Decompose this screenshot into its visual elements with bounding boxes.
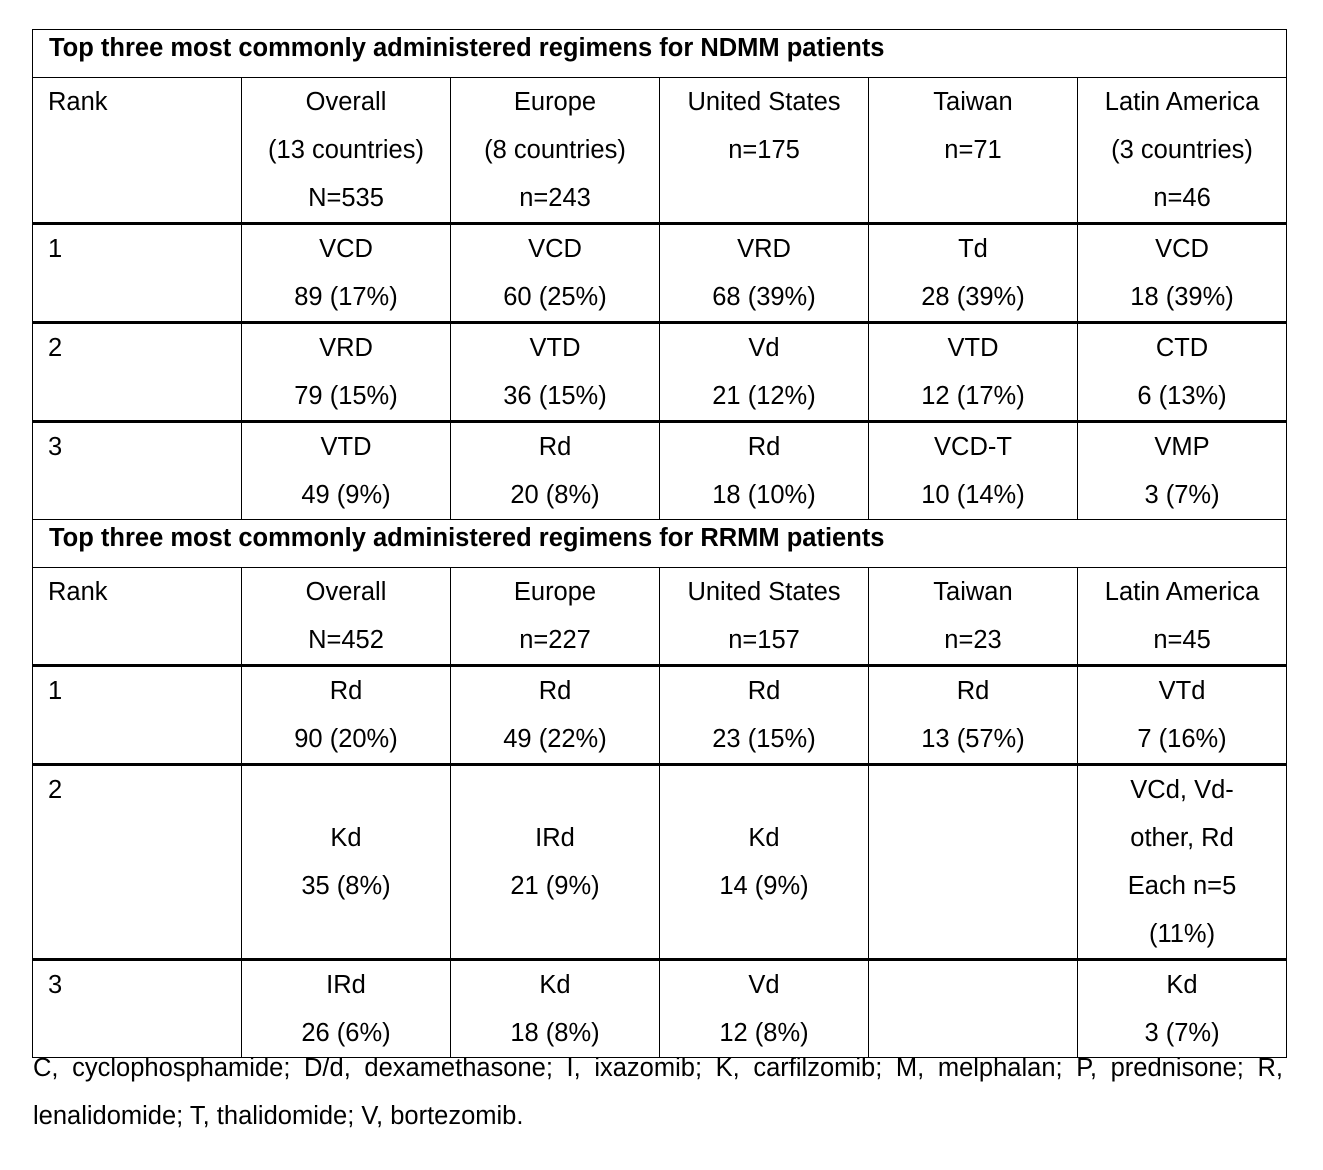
- rank-cell: 1: [33, 666, 242, 765]
- regimen-cell: [869, 224, 1078, 323]
- column-header-line: United States: [687, 578, 841, 606]
- regimen-cell: [660, 224, 869, 323]
- column-header: [1078, 568, 1287, 666]
- regimen-cell-line: 21 (9%): [510, 872, 600, 900]
- regimen-cell: [451, 666, 660, 765]
- regimen-cell-line: Vd: [748, 971, 780, 999]
- rrmm-header-row: [33, 568, 1287, 666]
- regimen-cell-line: VCD: [319, 235, 373, 263]
- regimen-cell-line: Kd: [539, 971, 571, 999]
- rank-cell: 3: [33, 960, 242, 1058]
- regimen-cell-line: 28 (39%): [921, 283, 1025, 311]
- regimen-cell: [451, 765, 660, 960]
- regimen-cell: [242, 666, 451, 765]
- regimen-cell-line: 10 (14%): [921, 481, 1025, 509]
- regimen-cell-line: 90 (20%): [294, 725, 398, 753]
- regimen-cell-line: 89 (17%): [294, 283, 398, 311]
- regimen-cell-line: (11%): [1148, 920, 1216, 948]
- regimen-cell-line: 21 (12%): [712, 382, 816, 410]
- rank-cell: 3: [33, 422, 242, 520]
- rank-cell: 2: [33, 765, 242, 960]
- rank-cell: 1: [33, 224, 242, 323]
- column-header-rank: [33, 78, 242, 224]
- regimen-cell-line: IRd: [535, 824, 575, 852]
- regimen-cell-line: Each n=5: [1127, 872, 1237, 900]
- column-header-line: Taiwan: [933, 88, 1013, 116]
- column-header: [242, 568, 451, 666]
- regimen-cell-line: 13 (57%): [921, 725, 1025, 753]
- regimen-cell: [869, 323, 1078, 422]
- table-row: [33, 323, 1287, 422]
- regimen-cell-line: 49 (9%): [301, 481, 391, 509]
- regimen-cell-line: VCD: [1155, 235, 1209, 263]
- regimen-cell-line: other, Rd: [1130, 824, 1234, 852]
- regimen-cell: [242, 323, 451, 422]
- column-header: [660, 78, 869, 224]
- column-header: [451, 568, 660, 666]
- column-header-line: (8 countries): [484, 136, 626, 164]
- rrmm-section-title: Top three most commonly administered regimens for RRMM patients: [33, 520, 1287, 568]
- column-header-line: Europe: [513, 88, 597, 116]
- regimen-cell-line: 12 (17%): [921, 382, 1025, 410]
- column-header: [451, 78, 660, 224]
- regimen-cell-line: Rd: [956, 677, 990, 705]
- column-header-line: Latin America: [1104, 88, 1260, 116]
- regimen-cell: [451, 422, 660, 520]
- column-header-line: n=71: [944, 136, 1002, 164]
- regimen-cell: [1078, 224, 1287, 323]
- regimen-cell-line: 6 (13%): [1137, 382, 1227, 410]
- regimen-cell: [242, 765, 451, 960]
- regimen-cell-line: VTD: [320, 433, 372, 461]
- regimen-cell: [660, 960, 869, 1058]
- regimen-cell-line: Vd: [748, 334, 780, 362]
- regimen-cell-line: 18 (10%): [712, 481, 816, 509]
- column-header-line: Overall: [305, 88, 387, 116]
- column-header-line: N=452: [308, 626, 384, 654]
- regimen-cell-line: Rd: [538, 433, 572, 461]
- regimen-cell-line: VTD: [529, 334, 581, 362]
- regimen-cell-line: 26 (6%): [301, 1019, 391, 1047]
- regimen-cell: [1078, 960, 1287, 1058]
- column-header-line: n=175: [728, 136, 800, 164]
- regimen-cell-line: Kd: [748, 824, 780, 852]
- regimen-cell-line: VRD: [737, 235, 791, 263]
- ndmm-title-row: [33, 30, 1287, 78]
- column-header-line: n=46: [1153, 184, 1211, 212]
- regimen-cell-line: VTD: [947, 334, 999, 362]
- column-header-line: N=535: [308, 184, 384, 212]
- regimen-cell-line: IRd: [326, 971, 366, 999]
- regimen-cell: [869, 765, 1078, 960]
- column-header-line: Taiwan: [933, 578, 1013, 606]
- regimen-cell-line: Rd: [329, 677, 363, 705]
- column-header: [1078, 78, 1287, 224]
- rank-cell: 2: [33, 323, 242, 422]
- column-header-line: n=157: [728, 626, 800, 654]
- regimen-cell-line: VCd, Vd-: [1130, 776, 1234, 804]
- regimen-cell-line: 23 (15%): [712, 725, 816, 753]
- table-row: [33, 422, 1287, 520]
- regimen-cell: [451, 224, 660, 323]
- column-header: [869, 568, 1078, 666]
- column-header-rank-line: Rank: [48, 88, 108, 116]
- regimen-cell-line: VCD: [528, 235, 582, 263]
- regimen-cell-line: 60 (25%): [503, 283, 607, 311]
- regimen-cell: [660, 323, 869, 422]
- column-header: [242, 78, 451, 224]
- regimen-cell-line: CTD: [1155, 334, 1209, 362]
- column-header: [660, 568, 869, 666]
- regimen-cell: [869, 422, 1078, 520]
- table-row: [33, 666, 1287, 765]
- regimen-cell: [242, 422, 451, 520]
- regimen-cell-line: 7 (16%): [1137, 725, 1227, 753]
- ndmm-header-row: [33, 78, 1287, 224]
- regimen-cell: [1078, 666, 1287, 765]
- regimen-cell-line: 12 (8%): [719, 1019, 809, 1047]
- regimen-cell-line: 68 (39%): [712, 283, 816, 311]
- regimen-cell-line: VMP: [1154, 433, 1210, 461]
- column-header: [869, 78, 1078, 224]
- regimen-cell: [1078, 323, 1287, 422]
- column-header-line: n=45: [1153, 626, 1211, 654]
- table-row: [33, 765, 1287, 960]
- ndmm-section-title: Top three most commonly administered regimens for NDMM patients: [33, 30, 1287, 78]
- column-header-line: Overall: [305, 578, 387, 606]
- regimen-cell: [451, 323, 660, 422]
- regimen-cell-line: 36 (15%): [503, 382, 607, 410]
- regimen-cell: [660, 666, 869, 765]
- table-row: [33, 224, 1287, 323]
- column-header-line: Europe: [513, 578, 597, 606]
- regimen-cell: [660, 422, 869, 520]
- regimen-cell-line: 35 (8%): [301, 872, 391, 900]
- regimen-cell-line: 3 (7%): [1144, 1019, 1220, 1047]
- regimen-cell-line: VCD-T: [934, 433, 1012, 461]
- regimen-cell-line: VRD: [319, 334, 373, 362]
- regimen-cell-line: 79 (15%): [294, 382, 398, 410]
- regimen-cell: [660, 765, 869, 960]
- regimen-cell-line: 20 (8%): [510, 481, 600, 509]
- regimen-cell-line: Rd: [747, 677, 781, 705]
- regimen-cell-line: 18 (39%): [1130, 283, 1234, 311]
- column-header-rank-line: Rank: [48, 578, 108, 606]
- column-header-line: United States: [687, 88, 841, 116]
- column-header-line: (13 countries): [268, 136, 424, 164]
- regimen-cell-line: 3 (7%): [1144, 481, 1220, 509]
- regimen-cell-line: Rd: [538, 677, 572, 705]
- regimen-cell-line: Td: [958, 235, 988, 263]
- column-header-line: n=243: [519, 184, 591, 212]
- column-header-line: (3 countries): [1111, 136, 1253, 164]
- regimen-cell: [869, 666, 1078, 765]
- regimen-cell-line: Kd: [330, 824, 362, 852]
- regimen-cell: [869, 960, 1078, 1058]
- footnote: C, cyclophosphamide; D/d, dexamethasone; I, ixazomib; K, carfilzomib; M, melphalan; P, prednisone; R, lenalidomide; T, thalidomide; V, bortezomib.: [33, 1054, 1283, 1130]
- regimen-cell-line: Rd: [747, 433, 781, 461]
- rrmm-title-row: [33, 520, 1287, 568]
- regimen-cell: [1078, 422, 1287, 520]
- regimen-cell-line: 18 (8%): [510, 1019, 600, 1047]
- table-row: [33, 960, 1287, 1058]
- regimen-cell-line: VTd: [1158, 677, 1206, 705]
- regimen-cell: [242, 960, 451, 1058]
- column-header-line: n=227: [519, 626, 591, 654]
- regimen-cell-line: 49 (22%): [503, 725, 607, 753]
- regimen-cell: [451, 960, 660, 1058]
- regimen-cell-line: 14 (9%): [719, 872, 809, 900]
- regimen-cell: [1078, 765, 1287, 960]
- regimen-table: [32, 29, 1287, 1058]
- regimen-cell-line: Kd: [1166, 971, 1198, 999]
- column-header-rank: [33, 568, 242, 666]
- column-header-line: Latin America: [1104, 578, 1260, 606]
- column-header-line: n=23: [944, 626, 1002, 654]
- regimen-cell: [242, 224, 451, 323]
